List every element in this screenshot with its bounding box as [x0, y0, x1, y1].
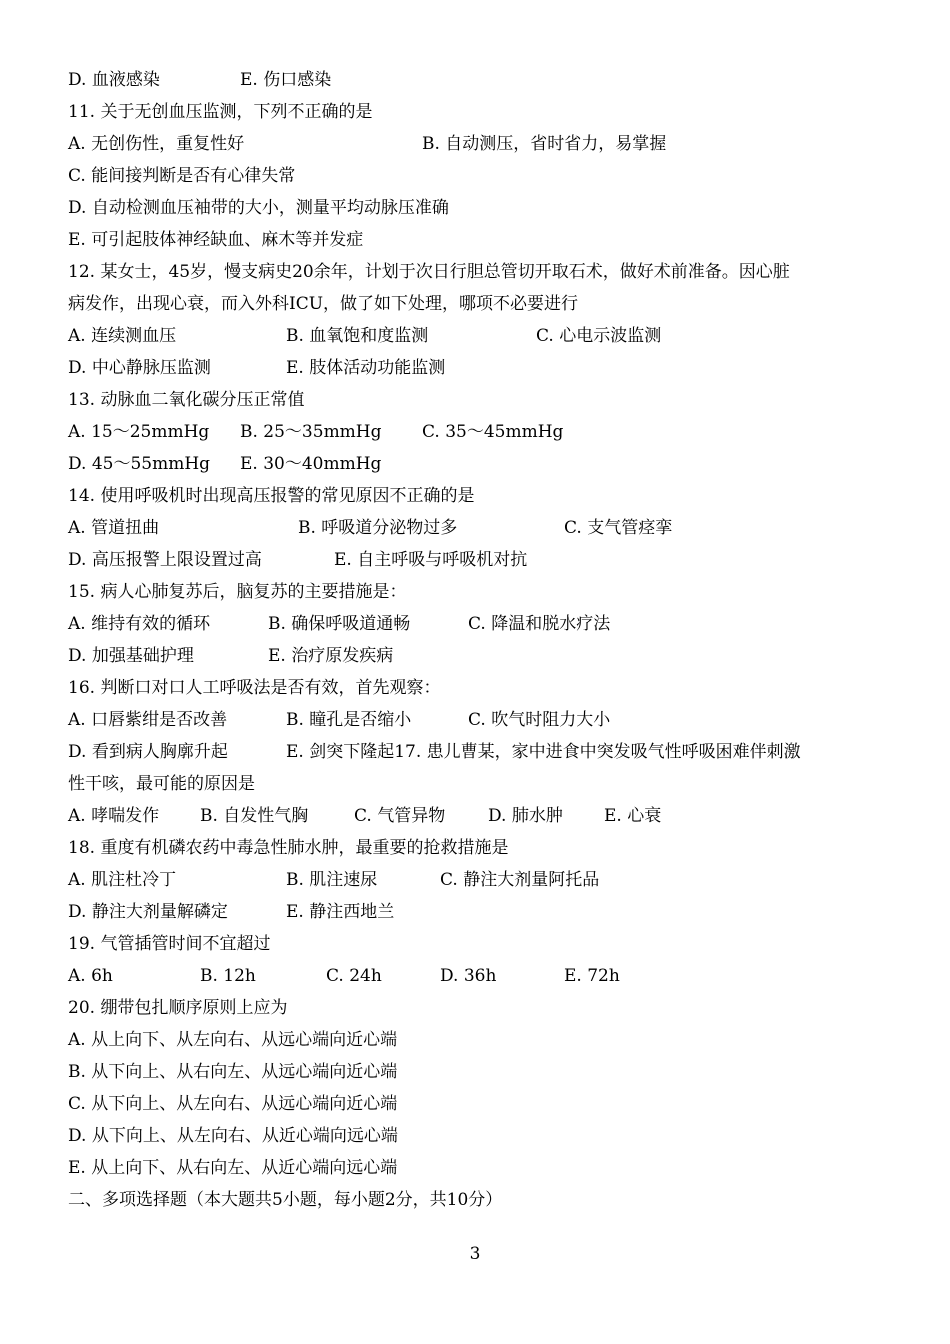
answer-options-q13-abc: [68, 418, 910, 446]
answer-options-q10-cont: [68, 66, 910, 94]
option-b: B. 血氧饱和度监测: [286, 326, 429, 346]
question-14-stem: 14. 使用呼吸机时出现高压报警的常见原因不正确的是: [68, 486, 475, 506]
option-b: B. 从下向上、从右向左、从远心端向近心端: [68, 1062, 398, 1082]
option-a: A. 管道扭曲: [68, 518, 160, 538]
option-a: A. 从上向下、从左向右、从远心端向近心端: [68, 1030, 398, 1050]
option-c: C. 降温和脱水疗法: [468, 614, 611, 634]
option-b: B. 瞳孔是否缩小: [286, 710, 412, 730]
option-c: C. 能间接判断是否有心律失常: [68, 166, 296, 186]
answer-options-q12-de: [68, 354, 910, 382]
question-19-stem: 19. 气管插管时间不宜超过: [68, 934, 271, 954]
option-a: A. 维持有效的循环: [68, 614, 211, 634]
option-d: D. 静注大剂量解磷定: [68, 902, 228, 922]
page-number: 3: [469, 1244, 481, 1264]
option-e: E. 从上向下、从右向左、从近心端向远心端: [68, 1158, 398, 1178]
option-c: C. 35～45mmHg: [422, 422, 564, 442]
answer-options-q18-abc: [68, 866, 910, 894]
option-a: A. 哮喘发作: [68, 806, 160, 826]
question-20-stem: 20. 绷带包扎顺序原则上应为: [68, 998, 288, 1018]
answer-options-q18-de: [68, 898, 910, 926]
option-d: D. 加强基础护理: [68, 646, 194, 666]
answer-options-q15-abc: [68, 610, 910, 638]
question-12-stem-cont: 病发作，出现心衰，而入外科ICU，做了如下处理，哪项不必要进行: [68, 294, 579, 314]
answer-options-q14-de: [68, 546, 910, 574]
question-17-stem-cont: 性干咳，最可能的原因是: [68, 774, 255, 794]
option-a: A. 6h: [68, 966, 113, 986]
option-b: B. 自发性气胸: [200, 806, 309, 826]
option-e: E. 自主呼吸与呼吸机对抗: [334, 550, 528, 570]
option-c: C. 静注大剂量阿托品: [440, 870, 600, 890]
option-a: A. 15～25mmHg: [68, 422, 210, 442]
question-16-stem: 16. 判断口对口人工呼吸法是否有效，首先观察：: [68, 678, 441, 698]
option-e: E. 心衰: [604, 806, 662, 826]
option-c: C. 吹气时阻力大小: [468, 710, 611, 730]
question-12-stem: 12. 某女士，45岁，慢支病史20余年，计划于次日行胆总管切开取石术，做好术前准备。因心脏: [68, 262, 790, 282]
option-b: B. 25～35mmHg: [240, 422, 382, 442]
option-d: D. 看到病人胸廓升起: [68, 742, 228, 762]
option-a: A. 肌注杜冷丁: [68, 870, 177, 890]
option-b: B. 12h: [200, 966, 256, 986]
option-c: C. 气管异物: [354, 806, 446, 826]
option-c: C. 从下向上、从左向右、从远心端向近心端: [68, 1094, 398, 1114]
option-d: D. 自动检测血压袖带的大小，测量平均动脉压准确: [68, 198, 449, 218]
option-c: C. 心电示波监测: [536, 326, 662, 346]
option-e: E. 静注西地兰: [286, 902, 395, 922]
option-c: C. 支气管痉挛: [564, 518, 673, 538]
question-18-stem: 18. 重度有机磷农药中毒急性肺水肿，最重要的抢救措施是: [68, 838, 509, 858]
option-e: E. 30～40mmHg: [240, 454, 382, 474]
option-c: C. 24h: [326, 966, 382, 986]
answer-options-q13-de: [68, 450, 910, 478]
answer-options-q17: [68, 802, 910, 830]
option-a: A. 连续测血压: [68, 326, 177, 346]
option-d: D. 血液感染: [68, 70, 160, 90]
option-d: D. 从下向上、从左向右、从近心端向远心端: [68, 1126, 398, 1146]
answer-options-q16-de-q17-stem: [68, 738, 910, 766]
answer-options-q19: [68, 962, 910, 990]
answer-options-q12-abc: [68, 322, 910, 350]
answer-options-q11-ab: [68, 130, 910, 158]
option-a: A. 无创伤性，重复性好: [68, 134, 245, 154]
option-e-and-question-17-stem: E. 剑突下隆起17. 患儿曹某，家中进食中突发吸气性呼吸困难伴刺激: [286, 742, 801, 762]
answer-options-q16-abc: [68, 706, 910, 734]
option-e: E. 治疗原发疾病: [268, 646, 394, 666]
option-b: B. 肌注速尿: [286, 870, 378, 890]
option-d: D. 中心静脉压监测: [68, 358, 211, 378]
option-e: E. 可引起肢体神经缺血、麻木等并发症: [68, 230, 364, 250]
answer-options-q14-abc: [68, 514, 910, 542]
option-b: B. 确保呼吸道通畅: [268, 614, 411, 634]
option-d: D. 36h: [440, 966, 497, 986]
option-b: B. 自动测压，省时省力，易掌握: [422, 134, 667, 154]
option-b: B. 呼吸道分泌物过多: [298, 518, 458, 538]
option-e: E. 肢体活动功能监测: [286, 358, 446, 378]
question-11-stem: 11. 关于无创血压监测，下列不正确的是: [68, 102, 373, 122]
option-d: D. 肺水肿: [488, 806, 563, 826]
question-15-stem: 15. 病人心肺复苏后，脑复苏的主要措施是：: [68, 582, 407, 602]
option-e: E. 伤口感染: [240, 70, 332, 90]
option-e: E. 72h: [564, 966, 620, 986]
option-a: A. 口唇紫绀是否改善: [68, 710, 228, 730]
question-13-stem: 13. 动脉血二氧化碳分压正常值: [68, 390, 305, 410]
option-d: D. 高压报警上限设置过高: [68, 550, 262, 570]
section-heading: 二、多项选择题（本大题共5小题，每小题2分，共10分）: [68, 1190, 503, 1210]
option-d: D. 45～55mmHg: [68, 454, 211, 474]
answer-options-q15-de: [68, 642, 910, 670]
